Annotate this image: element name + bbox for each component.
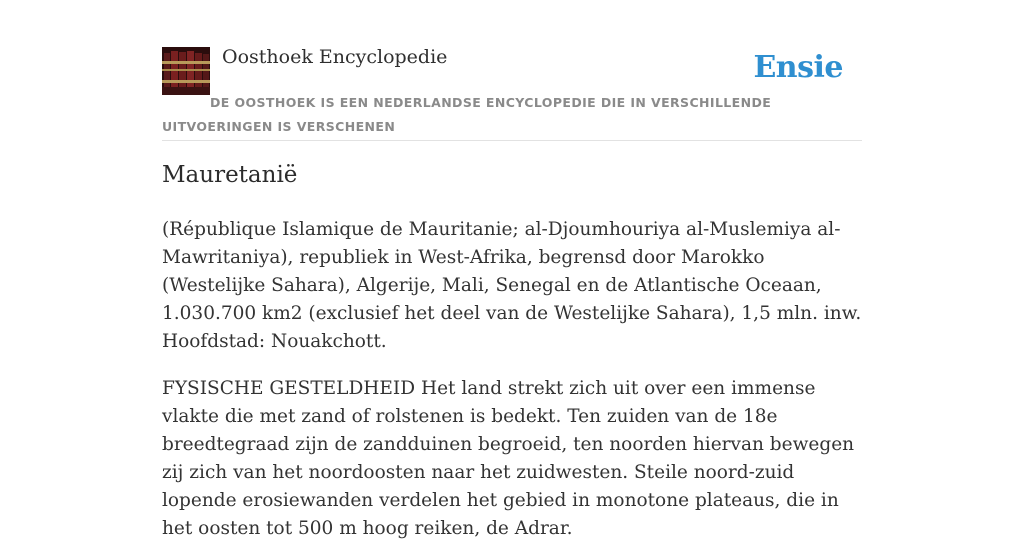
article-paragraph: (République Islamique de Mauritanie; al-Djoumhouriya al-Muslemiya al-Mawritaniya), republiek in West-Afrika, begrensd door Marokko (Westelijke Sahara), Algerije, Mali, Senegal en de Atlantische Oceaan, 1.030.700 km2 (exclusief het deel van de Westelijke Sahara), 1,5 mln. inw. Hoofdstad: Nouakchott.: [162, 219, 862, 352]
page-container: [162, 0, 862, 539]
site-name[interactable]: Oosthoek Encyclopedie: [222, 46, 448, 68]
site-header: [162, 0, 862, 141]
site-tagline: DE OOSTHOEK IS EEN NEDERLANDSE ENCYCLOPEDIE DIE IN VERSCHILLENDE UITVOERINGEN IS VERSCHENEN: [162, 95, 772, 134]
avatar[interactable]: [162, 47, 210, 95]
article-paragraph: FYSISCHE GESTELDHEID Het land strekt zich uit over een immense vlakte die met zand of rolstenen is bedekt. Ten zuiden van de 18e breedtegraad zijn de zandduinen begroeid, ten noorden hiervan bewegen zij zich van het noordoosten naar het zuidwesten. Steile noord-zuid lopende erosiewanden verdelen het gebied in monotone plateaus, die in het oosten tot 500 m hoog reiken, de Adrar.: [162, 378, 855, 539]
encyclopedia-books-icon: [162, 47, 210, 95]
brand-logo[interactable]: Ensie: [753, 50, 843, 85]
page-title: Mauretanië: [162, 162, 298, 188]
